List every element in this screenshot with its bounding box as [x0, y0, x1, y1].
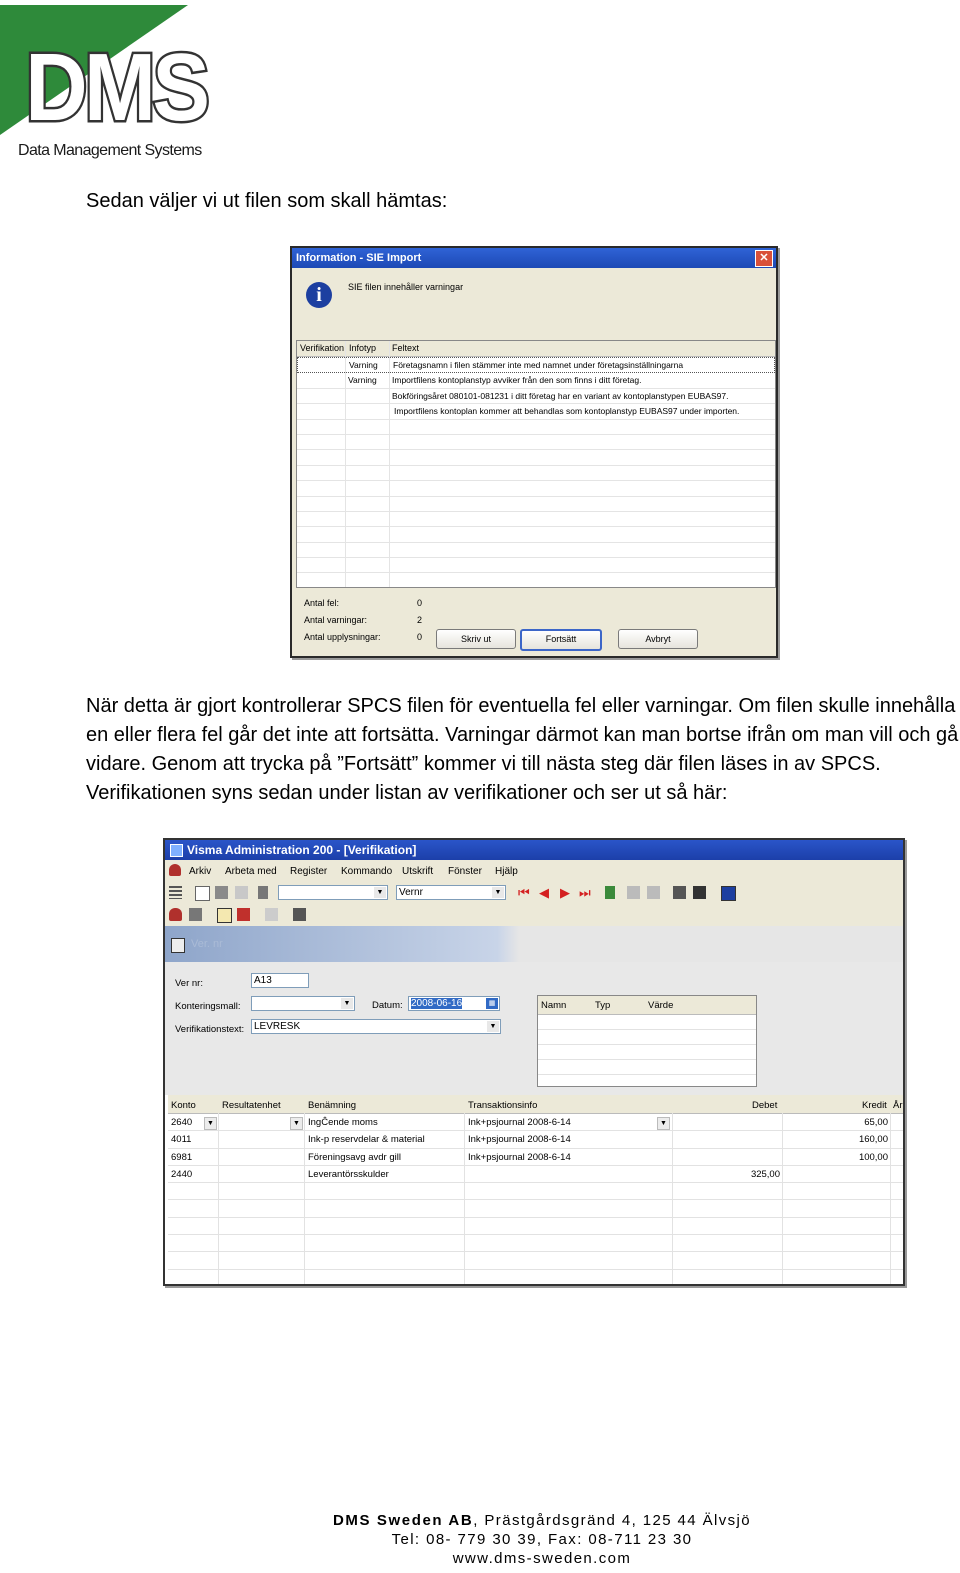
- vtext-field[interactable]: LEVRESK ▼: [251, 1019, 501, 1034]
- first-record-icon[interactable]: ⏮: [518, 885, 530, 900]
- visma-window: [163, 838, 905, 1286]
- warning-row[interactable]: [297, 357, 775, 373]
- toolbar-2: [165, 904, 903, 926]
- record-banner: [165, 926, 903, 962]
- col-typ: Typ: [595, 1000, 611, 1011]
- last-record-icon[interactable]: ⏭: [579, 885, 591, 900]
- col-debet: Debet: [752, 1100, 778, 1111]
- stat-warnings-value: 2: [417, 615, 423, 625]
- window-title: Visma Administration 200 - [Verifikation]: [187, 843, 417, 857]
- intro-paragraph: Sedan väljer vi ut filen som skall hämtas:: [86, 190, 448, 212]
- dialog-titlebar: [292, 248, 776, 268]
- table-row[interactable]: [168, 1166, 905, 1183]
- footer-web: www.dms-sweden.com: [452, 1550, 632, 1567]
- vtext-label: Verifikationstext:: [175, 1024, 245, 1035]
- col-varde: Värde: [648, 1000, 674, 1011]
- user-icon: [169, 864, 181, 876]
- menu-bar: [165, 860, 903, 882]
- record-icon: [171, 938, 185, 953]
- col-namn: Namn: [541, 1000, 567, 1011]
- cell-konto: 4011: [171, 1134, 192, 1146]
- tool-icon[interactable]: [265, 908, 278, 921]
- warning-feltext: Importfilens kontoplan kommer att behandlas som kontoplanstyp EUBAS97 under importen.: [394, 406, 740, 417]
- warnings-grid-header: [297, 341, 775, 357]
- menu-register[interactable]: Register: [290, 866, 328, 877]
- close-icon[interactable]: ✕: [755, 250, 773, 267]
- vernr-field[interactable]: A13: [251, 973, 309, 988]
- stat-warnings-label: Antal varningar:: [304, 615, 368, 625]
- cell-konto: 2640: [171, 1117, 193, 1128]
- datum-label: Datum:: [372, 1000, 403, 1011]
- body-paragraph: När detta är gjort kontrollerar SPCS filen för eventuella fel eller varningar. Om filen skulle innehålla en eller flera fel går det inte att fortsätta. Varningar därmot kan man bortse ifrån om man vill och gå vidare. Genom att trycka på ”Fortsätt” kommer vi till nästa steg där filen läses in av SPCS. Verifikationen syns sedan under listan av verifikationer och ser ut så här:: [86, 695, 959, 804]
- lock-icon[interactable]: [647, 886, 660, 899]
- help-icon[interactable]: [721, 886, 736, 901]
- menu-kommando[interactable]: Kommando: [341, 866, 393, 877]
- attributes-grid[interactable]: [537, 995, 757, 1087]
- col-ar: År: [893, 1100, 903, 1111]
- open-icon[interactable]: [215, 886, 228, 899]
- warning-row[interactable]: [297, 373, 775, 388]
- menu-arkiv[interactable]: Arkiv: [189, 866, 212, 877]
- kontering-label: Konteringsmall:: [175, 1001, 241, 1012]
- konto-dropdown-icon[interactable]: ▼: [204, 1117, 217, 1130]
- warning-row[interactable]: [297, 389, 775, 404]
- preview-icon[interactable]: [693, 886, 706, 899]
- resultatenhet-dropdown-icon[interactable]: ▼: [290, 1117, 303, 1130]
- cell-konto: 2440: [171, 1168, 193, 1180]
- stat-info-label: Antal upplysningar:: [304, 632, 381, 642]
- menu-hjalp[interactable]: Hjälp: [495, 866, 518, 877]
- dms-logo: [0, 5, 215, 160]
- cell-kredit: 65,00: [864, 1117, 888, 1128]
- printer-icon[interactable]: [673, 886, 686, 899]
- app-icon: [170, 844, 183, 857]
- datum-value: 2008-06-16: [411, 998, 463, 1009]
- col-konto: Konto: [171, 1100, 196, 1111]
- table-row[interactable]: [168, 1114, 905, 1131]
- list-icon[interactable]: [169, 886, 182, 899]
- col-feltext: Feltext: [392, 343, 420, 353]
- stamp-icon[interactable]: [237, 908, 250, 921]
- sound-icon[interactable]: [605, 886, 615, 899]
- kontering-select[interactable]: ▼: [251, 996, 355, 1011]
- attributes-grid-header: [538, 996, 756, 1015]
- cell-benamning: Leverantörsskulder: [308, 1168, 389, 1180]
- window-titlebar: [165, 840, 903, 860]
- cell-info: Ink+psjournal 2008-6-14: [468, 1134, 571, 1146]
- cell-konto: 6981: [171, 1151, 193, 1163]
- vernr-label: Ver nr:: [175, 978, 203, 989]
- cell-benamning: Ink-p reservdelar & material: [308, 1134, 425, 1146]
- dialog-message: SIE filen innehåller varningar: [348, 282, 464, 292]
- new-icon[interactable]: [195, 886, 210, 901]
- cell-info: Ink+psjournal 2008-6-14: [468, 1151, 571, 1163]
- vtext-value: LEVRESK: [254, 1021, 301, 1032]
- cell-debet: 325,00: [750, 1168, 780, 1180]
- stat-errors-label: Antal fel:: [304, 598, 340, 608]
- verification-form: [165, 962, 903, 1095]
- datum-field[interactable]: [408, 996, 500, 1011]
- calculator-icon[interactable]: [189, 908, 202, 921]
- cell-info: Ink+psjournal 2008-6-14: [468, 1117, 571, 1128]
- stat-info-value: 0: [417, 632, 423, 642]
- footer-street: , Prästgårdsgränd 4, 125 44 Älvsjö: [473, 1512, 751, 1529]
- next-record-icon[interactable]: ▶: [560, 885, 570, 900]
- info-dropdown-icon[interactable]: ▼: [657, 1117, 670, 1130]
- logo-text: DMS: [25, 33, 207, 142]
- pages-icon[interactable]: [293, 908, 306, 921]
- sort-select[interactable]: Vernr ▼: [396, 885, 506, 900]
- col-benamning: Benämning: [308, 1100, 357, 1111]
- table-row[interactable]: [168, 1149, 905, 1166]
- footer-company: DMS Sweden AB: [333, 1512, 474, 1529]
- calendar-icon[interactable]: ▦: [486, 998, 498, 1009]
- cell-benamning: Föreningsavg avdr gill: [308, 1151, 401, 1163]
- warning-row[interactable]: [297, 404, 775, 419]
- col-kredit: Kredit: [862, 1100, 887, 1111]
- filter-select[interactable]: ▼: [278, 885, 388, 900]
- table-row[interactable]: [168, 1131, 905, 1148]
- footer-phone: Tel: 08- 779 30 39, Fax: 08-711 23 30: [391, 1531, 693, 1548]
- info-icon: i: [306, 282, 332, 308]
- toolbar-1: [165, 882, 903, 904]
- col-resultatenhet: Resultatenhet: [222, 1100, 281, 1111]
- menu-utskrift[interactable]: Utskrift: [402, 866, 434, 877]
- stat-errors-value: 0: [417, 598, 423, 608]
- banner-text: Ver. nr: [191, 938, 223, 950]
- col-verifikation: Verifikation: [300, 343, 345, 353]
- col-infotyp: Infotyp: [349, 343, 377, 353]
- sort-select-value: Vernr: [399, 887, 423, 898]
- warning-feltext: Importfilens kontoplanstyp avviker från den som finns i ditt företag.: [392, 375, 642, 386]
- copy-icon[interactable]: [235, 886, 248, 899]
- dms-logo-graphic: [0, 5, 215, 145]
- transactions-header: [168, 1095, 905, 1114]
- cancel-button[interactable]: Avbryt: [618, 629, 698, 649]
- warnings-grid[interactable]: [296, 340, 776, 588]
- continue-button[interactable]: Fortsätt: [520, 629, 602, 651]
- cell-kredit: 100,00: [858, 1151, 888, 1163]
- logo-tagline: Data Management Systems: [18, 142, 202, 159]
- warning-infotyp: Varning: [348, 375, 377, 386]
- menu-arbeta-med[interactable]: Arbeta med: [225, 866, 277, 877]
- customer-icon[interactable]: [169, 908, 182, 921]
- footer-address: [0, 1512, 960, 1529]
- warning-infotyp: Varning: [349, 360, 378, 370]
- menu-fonster[interactable]: Fönster: [448, 866, 482, 877]
- transactions-table[interactable]: [168, 1095, 905, 1285]
- col-transaktionsinfo: Transaktionsinfo: [468, 1100, 538, 1111]
- previous-record-icon[interactable]: ◀: [539, 885, 549, 900]
- approve-icon[interactable]: [627, 886, 640, 899]
- sie-import-dialog: [290, 246, 778, 658]
- document-icon[interactable]: [217, 908, 232, 923]
- print-button[interactable]: Skriv ut: [436, 629, 516, 649]
- trash-icon[interactable]: [258, 886, 268, 899]
- cell-kredit: 160,00: [858, 1134, 888, 1146]
- cell-benamning: IngĈende moms: [308, 1117, 378, 1128]
- warning-feltext: Bokföringsåret 080101-081231 i ditt företag har en variant av kontoplanstypen EUBAS97.: [392, 390, 729, 401]
- dialog-title: Information - SIE Import: [296, 252, 422, 264]
- warning-feltext: Företagsnamn i filen stämmer inte med namnet under företagsinställningarna: [393, 360, 684, 370]
